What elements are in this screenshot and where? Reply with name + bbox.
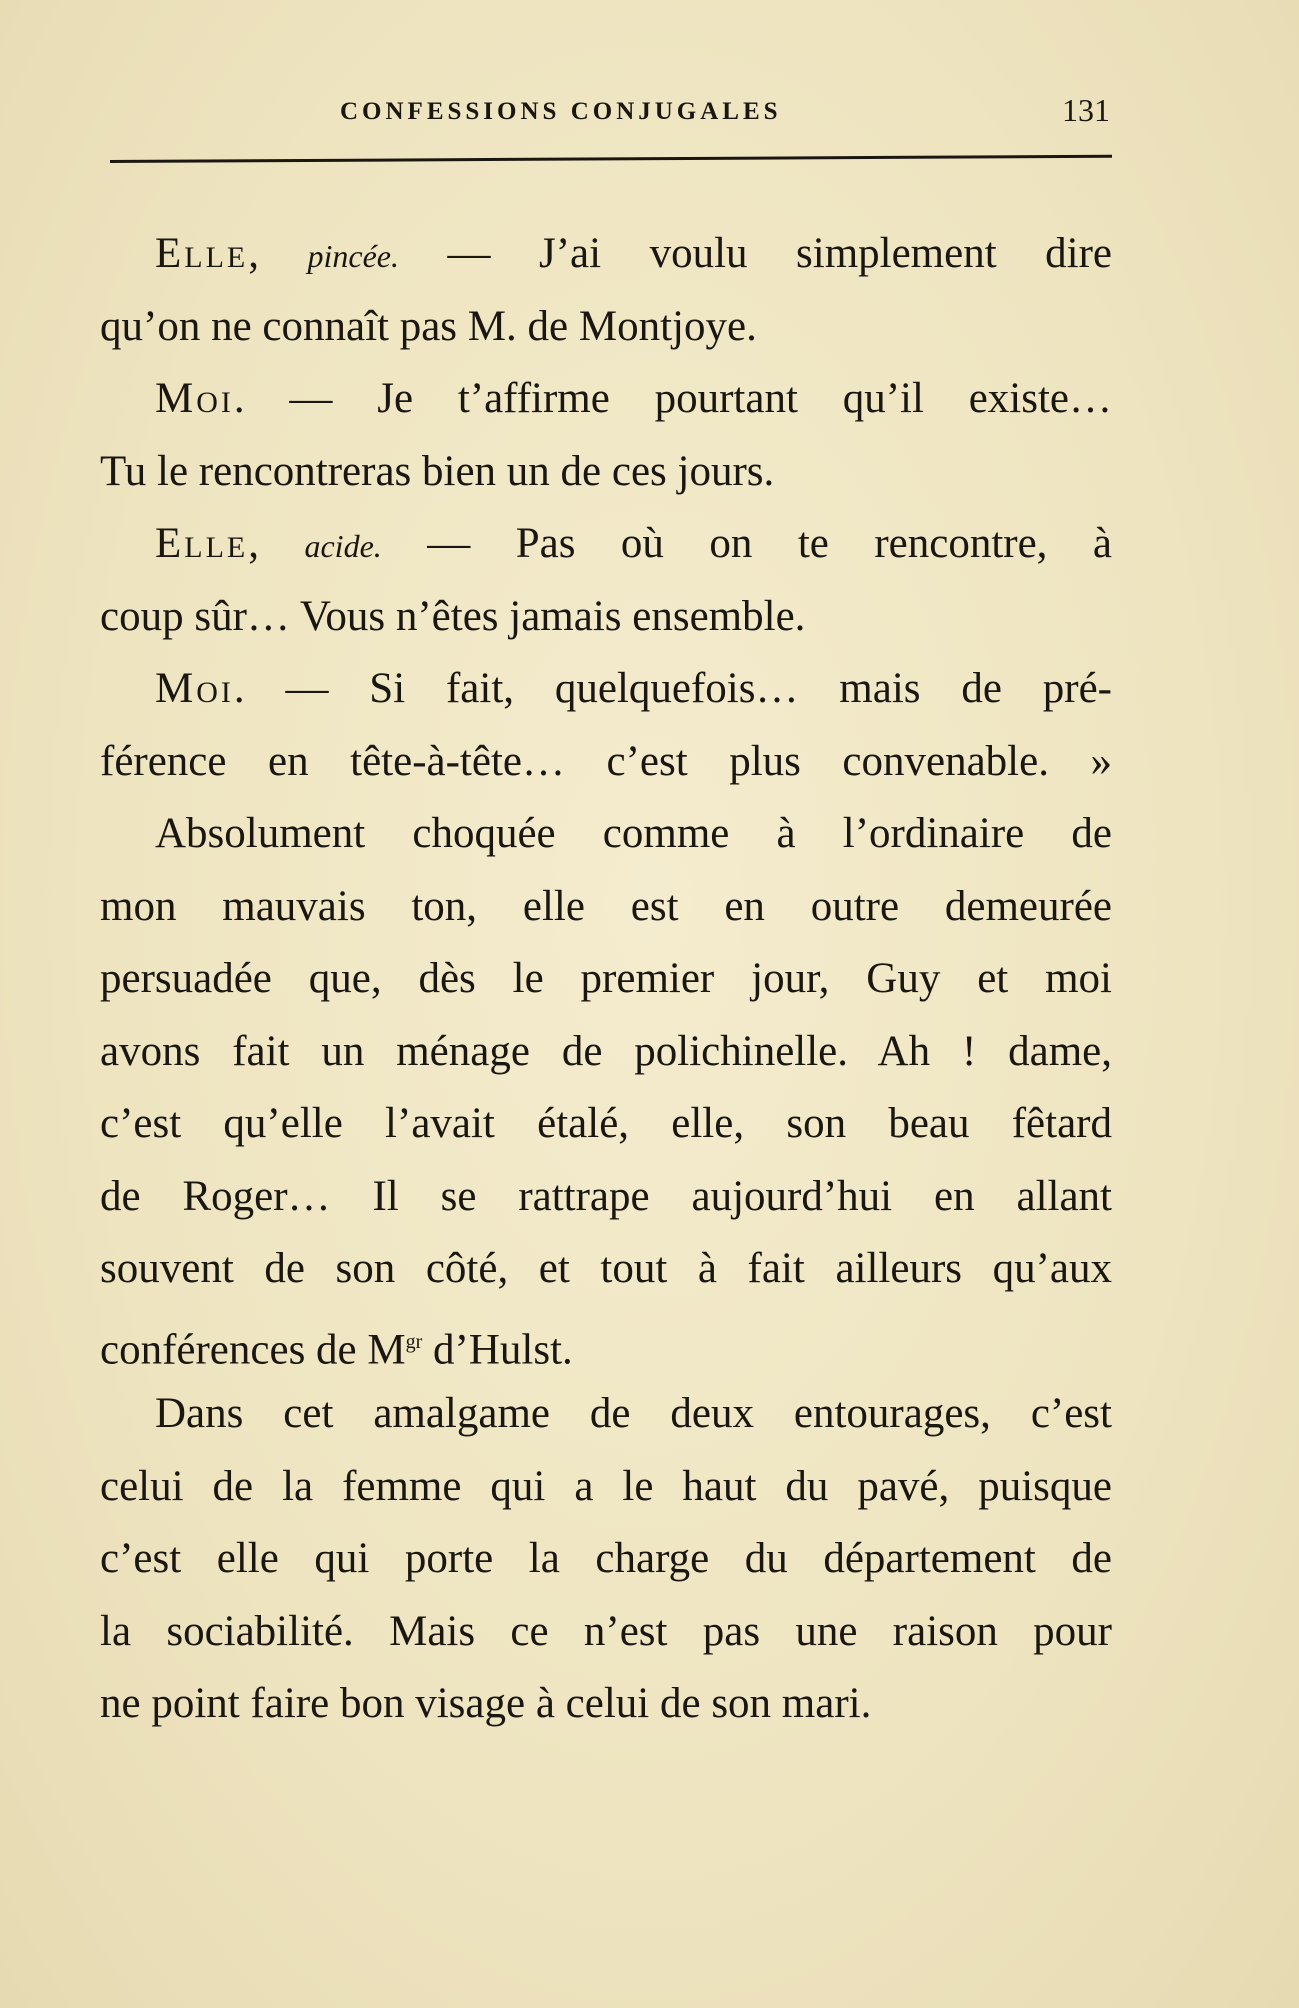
line-text: — Pas où on te rencontre, à bbox=[427, 520, 1112, 567]
line-text: conférences de M bbox=[100, 1325, 406, 1373]
text-line: persuadée que, dès le premier jour, Guy et moi bbox=[100, 955, 1112, 1002]
page-header bbox=[110, 92, 1110, 142]
line-text: . — Si fait, quelquefois… mais de pré- bbox=[233, 665, 1112, 712]
text-line bbox=[100, 1306, 1112, 1379]
text-line: Elle, pincée. — J’ai voulu simplement dire bbox=[155, 230, 1113, 277]
speaker-name: Moi bbox=[155, 665, 234, 712]
text-line: Elle, acide. — Pas où on te rencontre, à bbox=[155, 520, 1112, 567]
stage-direction: acide. bbox=[304, 528, 382, 564]
text-line: c’est elle qui porte la charge du département de bbox=[100, 1535, 1112, 1582]
speaker-name: Moi bbox=[155, 375, 234, 422]
speaker-name: Elle bbox=[155, 520, 249, 567]
text-line: celui de la femme qui a le haut du pavé, puisque bbox=[100, 1462, 1112, 1510]
text-line: Absolument choquée comme à l’ordinaire de bbox=[155, 810, 1112, 857]
line-text: . — Je t’affirme pourtant qu’il existe… bbox=[233, 375, 1112, 422]
text-line: Tu le rencontreras bien un de ces jours. bbox=[100, 447, 775, 495]
text-line: qu’on ne connaît pas M. de Montjoye. bbox=[100, 302, 757, 350]
page-number: 131 bbox=[1062, 92, 1110, 128]
running-title: CONFESSIONS CONJUGALES bbox=[340, 98, 782, 125]
page-body bbox=[100, 218, 1112, 1741]
header-rule bbox=[110, 155, 1112, 163]
text-line: c’est qu’elle l’avait étalé, elle, son beau fêtard bbox=[100, 1100, 1112, 1147]
stage-direction: pincée. bbox=[307, 238, 399, 274]
speaker-name: Elle bbox=[155, 230, 249, 277]
text-line: de Roger… Il se rattrape aujourd’hui en allant bbox=[100, 1172, 1112, 1220]
text-line: férence en tête-à-tête… c’est plus convenable. » bbox=[100, 737, 1112, 785]
line-text: d’Hulst. bbox=[422, 1325, 573, 1373]
text-line: la sociabilité. Mais ce n’est pas une raison pour bbox=[100, 1607, 1112, 1655]
text-line: ne point faire bon visage à celui de son mari. bbox=[100, 1680, 872, 1727]
text-line: avons fait un ménage de polichinelle. Ah ! dame, bbox=[100, 1027, 1112, 1075]
text-line: mon mauvais ton, elle est en outre demeurée bbox=[100, 882, 1112, 930]
line-text: — J’ai voulu simplement dire bbox=[447, 230, 1113, 277]
text-line: coup sûr… Vous n’êtes jamais ensemble. bbox=[100, 592, 806, 640]
text-line: souvent de son côté, et tout à fait ailleurs qu’aux bbox=[100, 1245, 1112, 1292]
text-line bbox=[100, 363, 1112, 436]
superscript: gr bbox=[405, 1330, 423, 1353]
text-line bbox=[100, 653, 1112, 726]
text-line: Dans cet amalgame de deux entourages, c’est bbox=[155, 1390, 1112, 1437]
